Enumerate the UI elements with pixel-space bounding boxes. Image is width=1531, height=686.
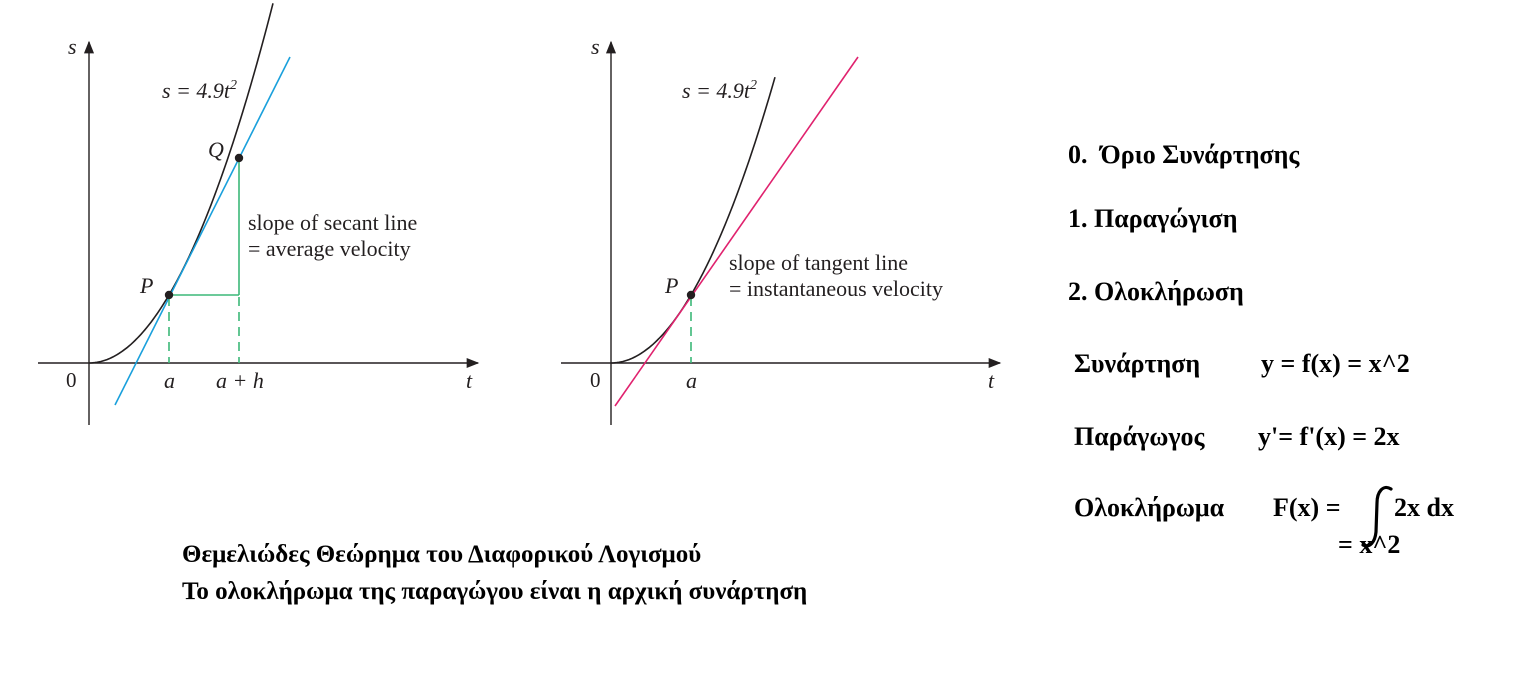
- curve-equation-lhs: s = 4.9: [162, 78, 224, 103]
- secant-note-line1: slope of secant line: [248, 210, 418, 235]
- curve-equation-exp: 2: [750, 78, 758, 93]
- topic-differentiation: 1. Παραγώγιση: [1068, 204, 1238, 233]
- point-p-dot: [687, 291, 695, 299]
- topic-limits: 0. Όριο Συνάρτησης: [1068, 140, 1300, 169]
- t-axis-label: t: [466, 368, 473, 393]
- tick-a-plus-h-label: a + h: [216, 368, 264, 393]
- topic-integration: 2. Ολοκλήρωση: [1068, 277, 1244, 306]
- point-p-dot: [165, 291, 173, 299]
- parabola-curve: [89, 3, 273, 363]
- tangent-figure: [561, 34, 1000, 425]
- integral-label: Ολοκλήρωμα: [1074, 493, 1225, 522]
- origin-label: 0: [66, 368, 77, 392]
- tick-a-label: a: [164, 368, 175, 393]
- parabola-curve: [611, 77, 775, 363]
- function-expression: y = f(x) = x^2: [1261, 349, 1410, 378]
- integral-body: 2x dx: [1394, 493, 1454, 522]
- point-q-label: Q: [208, 137, 224, 162]
- origin-label: 0: [590, 368, 601, 392]
- curve-equation: [162, 78, 237, 103]
- secant-figure: [38, 3, 478, 425]
- point-p-label: P: [140, 273, 154, 298]
- curve-equation-exp: 2: [230, 78, 238, 93]
- integral-lhs: F(x) =: [1273, 493, 1341, 522]
- function-label: Συνάρτηση: [1074, 349, 1201, 378]
- tangent-note-line2: = instantaneous velocity: [729, 276, 944, 301]
- s-axis-label: s: [591, 34, 600, 59]
- point-p-label: P: [665, 273, 679, 298]
- s-axis-label: s: [68, 34, 77, 59]
- t-axis-label: t: [988, 368, 995, 393]
- tangent-note-line1: slope of tangent line: [729, 250, 909, 275]
- theorem-statement: Το ολοκλήρωμα της παραγώγου είναι η αρχική συνάρτηση: [182, 578, 808, 605]
- integral-result: = x^2: [1338, 530, 1401, 559]
- curve-equation-var: t: [743, 78, 751, 103]
- derivative-expression: y'= f'(x) = 2x: [1258, 422, 1400, 451]
- tangent-line: [615, 57, 858, 406]
- curve-equation: [682, 78, 757, 103]
- theorem-title: Θεμελιώδες Θεώρημα του Διαφορικού Λογισμού: [182, 541, 702, 568]
- tick-a-label: a: [686, 368, 697, 393]
- curve-equation-lhs: s = 4.9: [682, 78, 744, 103]
- derivative-label: Παράγωγος: [1074, 422, 1205, 451]
- curve-equation-var: t: [223, 78, 231, 103]
- secant-note-line2: = average velocity: [248, 236, 411, 261]
- point-q-dot: [235, 154, 243, 162]
